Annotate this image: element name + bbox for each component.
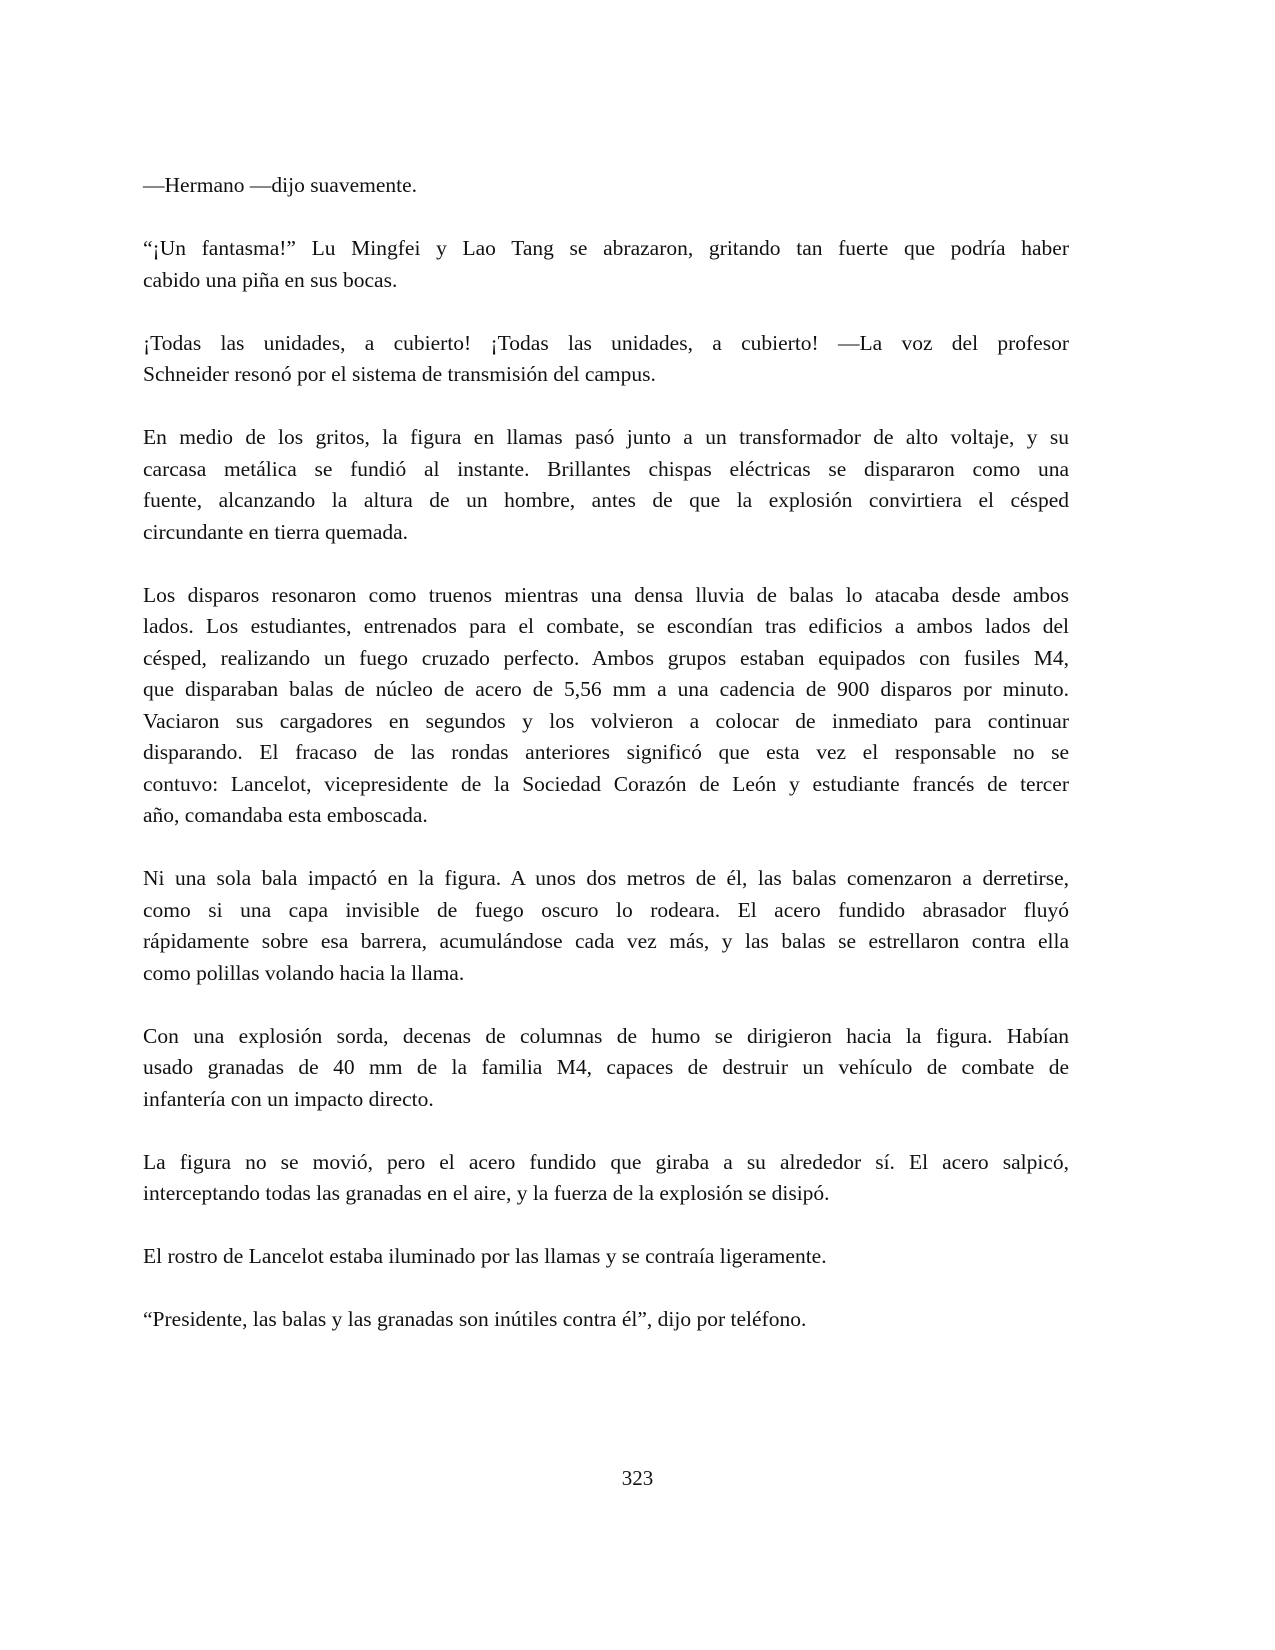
text-line: Con una explosión sorda, decenas de columnas de humo se dirigieron hacia la figura. Habían bbox=[143, 1023, 1069, 1048]
text-line: usado granadas de 40 mm de la familia M4, capaces de destruir un vehículo de combate de bbox=[143, 1055, 1069, 1079]
text-line: cabido una piña en sus bocas. bbox=[143, 267, 398, 292]
text-line: infantería con un impacto directo. bbox=[143, 1086, 434, 1111]
text-line: Schneider resonó por el sistema de transmisión del campus. bbox=[143, 362, 656, 386]
paragraph bbox=[143, 1304, 1069, 1336]
text-line: —Hermano —dijo suavemente. bbox=[143, 173, 418, 197]
text-line: como polillas volando hacia la llama. bbox=[143, 960, 465, 985]
text-line: fuente, alcanzando la altura de un hombre, antes de que la explosión convirtiera el césped bbox=[143, 488, 1069, 512]
text-line: que disparaban balas de núcleo de acero de 5,56 mm a una cadencia de 900 disparos por minuto. bbox=[143, 677, 1069, 701]
text-line: rápidamente sobre esa barrera, acumulándose cada vez más, y las balas se estrellaron contra ella bbox=[143, 929, 1069, 953]
paragraph bbox=[143, 863, 1069, 989]
text-line: Los disparos resonaron como truenos mientras una densa lluvia de balas lo atacaba desde ambos bbox=[143, 582, 1069, 607]
text-line: En medio de los gritos, la figura en llamas pasó junto a un transformador de alto voltaje, y su bbox=[143, 425, 1069, 449]
text-line: circundante en tierra quemada. bbox=[143, 519, 409, 544]
text-line: El rostro de Lancelot estaba iluminado por las llamas y se contraía ligeramente. bbox=[143, 1244, 827, 1268]
text-line: carcasa metálica se fundió al instante. Brillantes chispas eléctricas se dispararon como una bbox=[143, 456, 1069, 481]
text-line: disparando. El fracaso de las rondas anteriores significó que esta vez el responsable no se bbox=[143, 740, 1069, 764]
text-line: ¡Todas las unidades, a cubierto! ¡Todas las unidades, a cubierto! —La voz del profesor bbox=[143, 330, 1069, 355]
paragraph bbox=[143, 422, 1069, 548]
text-line: “Presidente, las balas y las granadas son inútiles contra él”, dijo por teléfono. bbox=[143, 1307, 807, 1331]
page-number: 323 bbox=[621, 1466, 654, 1490]
text-line: interceptando todas las granadas en el aire, y la fuerza de la explosión se disipó. bbox=[143, 1181, 830, 1205]
paragraph bbox=[143, 1021, 1069, 1116]
text-line: año, comandaba esta emboscada. bbox=[143, 803, 428, 827]
text-line: lados. Los estudiantes, entrenados para el combate, se escondían tras edificios a ambos lados del bbox=[143, 614, 1069, 638]
text-line: césped, realizando un fuego cruzado perfecto. Ambos grupos estaban equipados con fusiles M4, bbox=[143, 645, 1069, 670]
paragraph bbox=[143, 170, 1069, 202]
text-line: “¡Un fantasma!” Lu Mingfei y Lao Tang se abrazaron, gritando tan fuerte que podría haber bbox=[143, 236, 1069, 260]
text-line: como si una capa invisible de fuego oscuro lo rodeara. El acero fundido abrasador fluyó bbox=[143, 897, 1069, 922]
page-body bbox=[143, 170, 1069, 1367]
text-line: Vaciaron sus cargadores en segundos y los volvieron a colocar de inmediato para continuar bbox=[143, 708, 1069, 733]
paragraph bbox=[143, 328, 1069, 391]
paragraph bbox=[143, 1241, 1069, 1273]
text-line: Ni una sola bala impactó en la figura. A unos dos metros de él, las balas comenzaron a derretirse, bbox=[143, 866, 1069, 890]
paragraph bbox=[143, 580, 1069, 832]
text-line: La figura no se movió, pero el acero fundido que giraba a su alrededor sí. El acero salpicó, bbox=[143, 1149, 1069, 1174]
text-line: contuvo: Lancelot, vicepresidente de la Sociedad Corazón de León y estudiante francés de tercer bbox=[143, 771, 1069, 796]
paragraph bbox=[143, 233, 1069, 296]
paragraph bbox=[143, 1147, 1069, 1210]
